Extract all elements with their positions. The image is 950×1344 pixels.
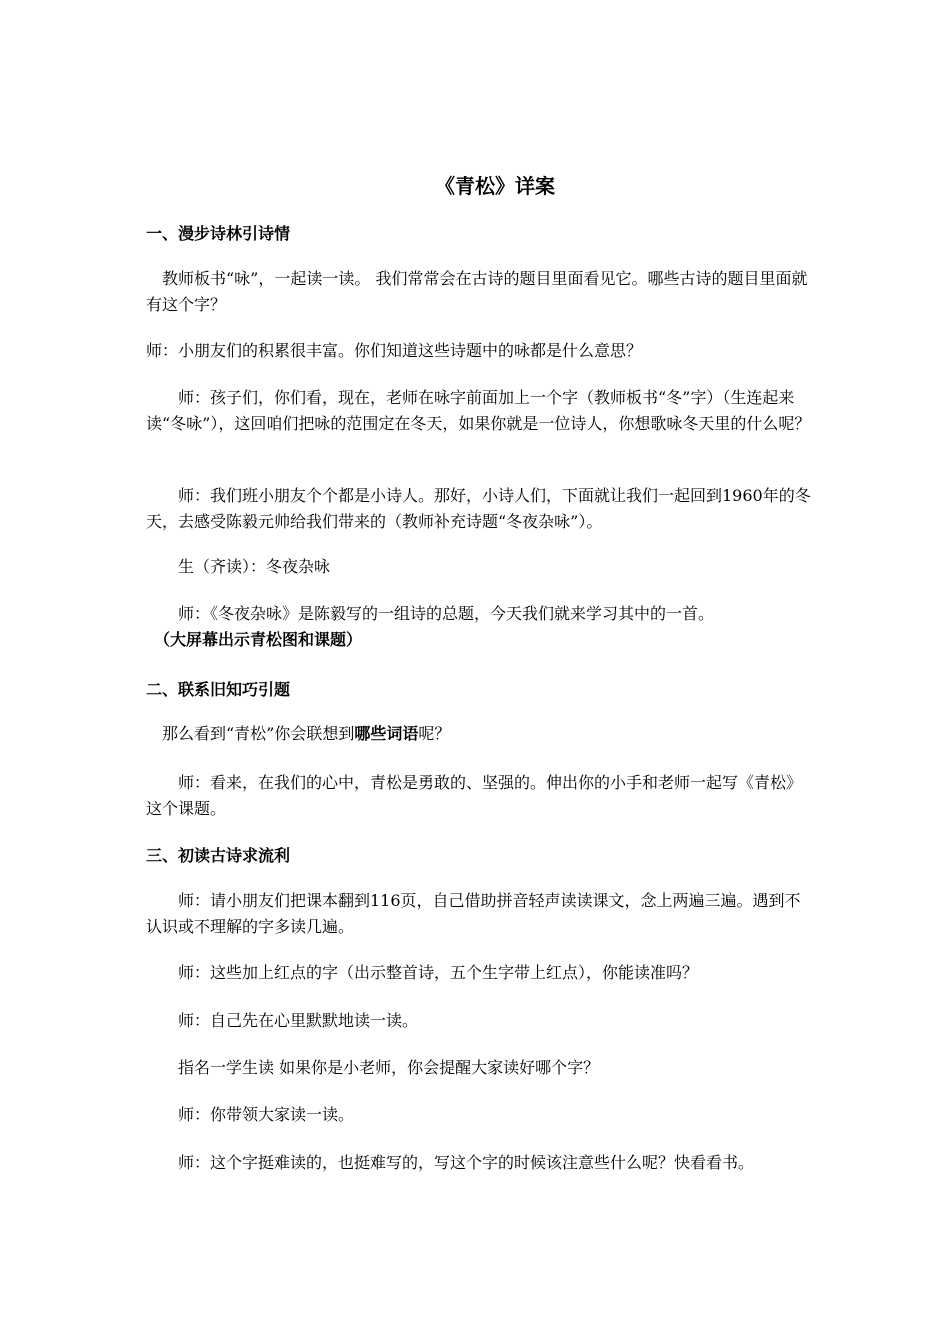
paragraph: 师：孩子们，你们看，现在，老师在咏字前面加上一个字（教师板书“冬”字）（生连起来读“冬咏”），这回咱们把咏的范围定在冬天，如果你就是一位诗人，你想歌咏冬天里的什么呢？	[146, 388, 811, 433]
paragraph: 师：这些加上红点的字（出示整首诗，五个生字带上红点），你能读准吗？	[146, 963, 699, 982]
paragraph: 指名一学生读 如果你是小老师，你会提醒大家读好哪个字？	[146, 1058, 600, 1077]
paragraph: 师：我们班小朋友个个都是小诗人。那好，小诗人们，下面就让我们一起回到1960年的冬天，去感受陈毅元帅给我们带来的（教师补充诗题“冬夜杂咏”）。	[146, 486, 811, 531]
paragraph: 师：这个字挺难读的，也挺难写的，写这个字的时候该注意些什么呢？快看看书。	[146, 1153, 755, 1172]
section-heading-2: 二、联系旧知巧引题	[146, 680, 291, 699]
section-heading-3: 三、初读古诗求流利	[146, 846, 291, 865]
paragraph-text: 那么看到“青松”你会联想到	[146, 724, 355, 743]
paragraph: 师：看来，在我们的心中，青松是勇敢的、坚强的。伸出你的小手和老师一起写《青松》这个课题。	[146, 773, 803, 818]
paragraph: 师：小朋友们的积累很丰富。你们知道这些诗题中的咏都是什么意思？	[146, 341, 643, 360]
paragraph: 师：你带领大家读一读。	[146, 1105, 355, 1124]
paragraph: 师：自己先在心里默默地读一读。	[146, 1011, 419, 1030]
paragraph: 生（齐读）：冬夜杂咏	[146, 557, 331, 576]
paragraph	[146, 721, 812, 747]
paragraph	[146, 601, 812, 653]
paragraph-text: 师：《冬夜杂咏》是陈毅写的一组诗的总题，今天我们就来学习其中的一首。	[146, 604, 715, 623]
paragraph-bold-text: 哪些词语	[354, 724, 419, 743]
document-title: 《青松》详案	[435, 174, 555, 198]
paragraph: 师：请小朋友们把课本翻到116页，自己借助拼音轻声读读课文，念上两遍三遍。遇到不认识或不理解的字多读几遍。	[146, 891, 801, 936]
section-heading-1: 一、漫步诗林引诗情	[146, 224, 291, 243]
paragraph-text: 呢？	[418, 724, 451, 743]
paragraph: 教师板书“咏”，一起读一读。 我们常常会在古诗的题目里面看见它。哪些古诗的题目里面就有这个字？	[146, 269, 808, 314]
paragraph-bold-note: （大屏幕出示青松图和课题）	[146, 630, 363, 649]
